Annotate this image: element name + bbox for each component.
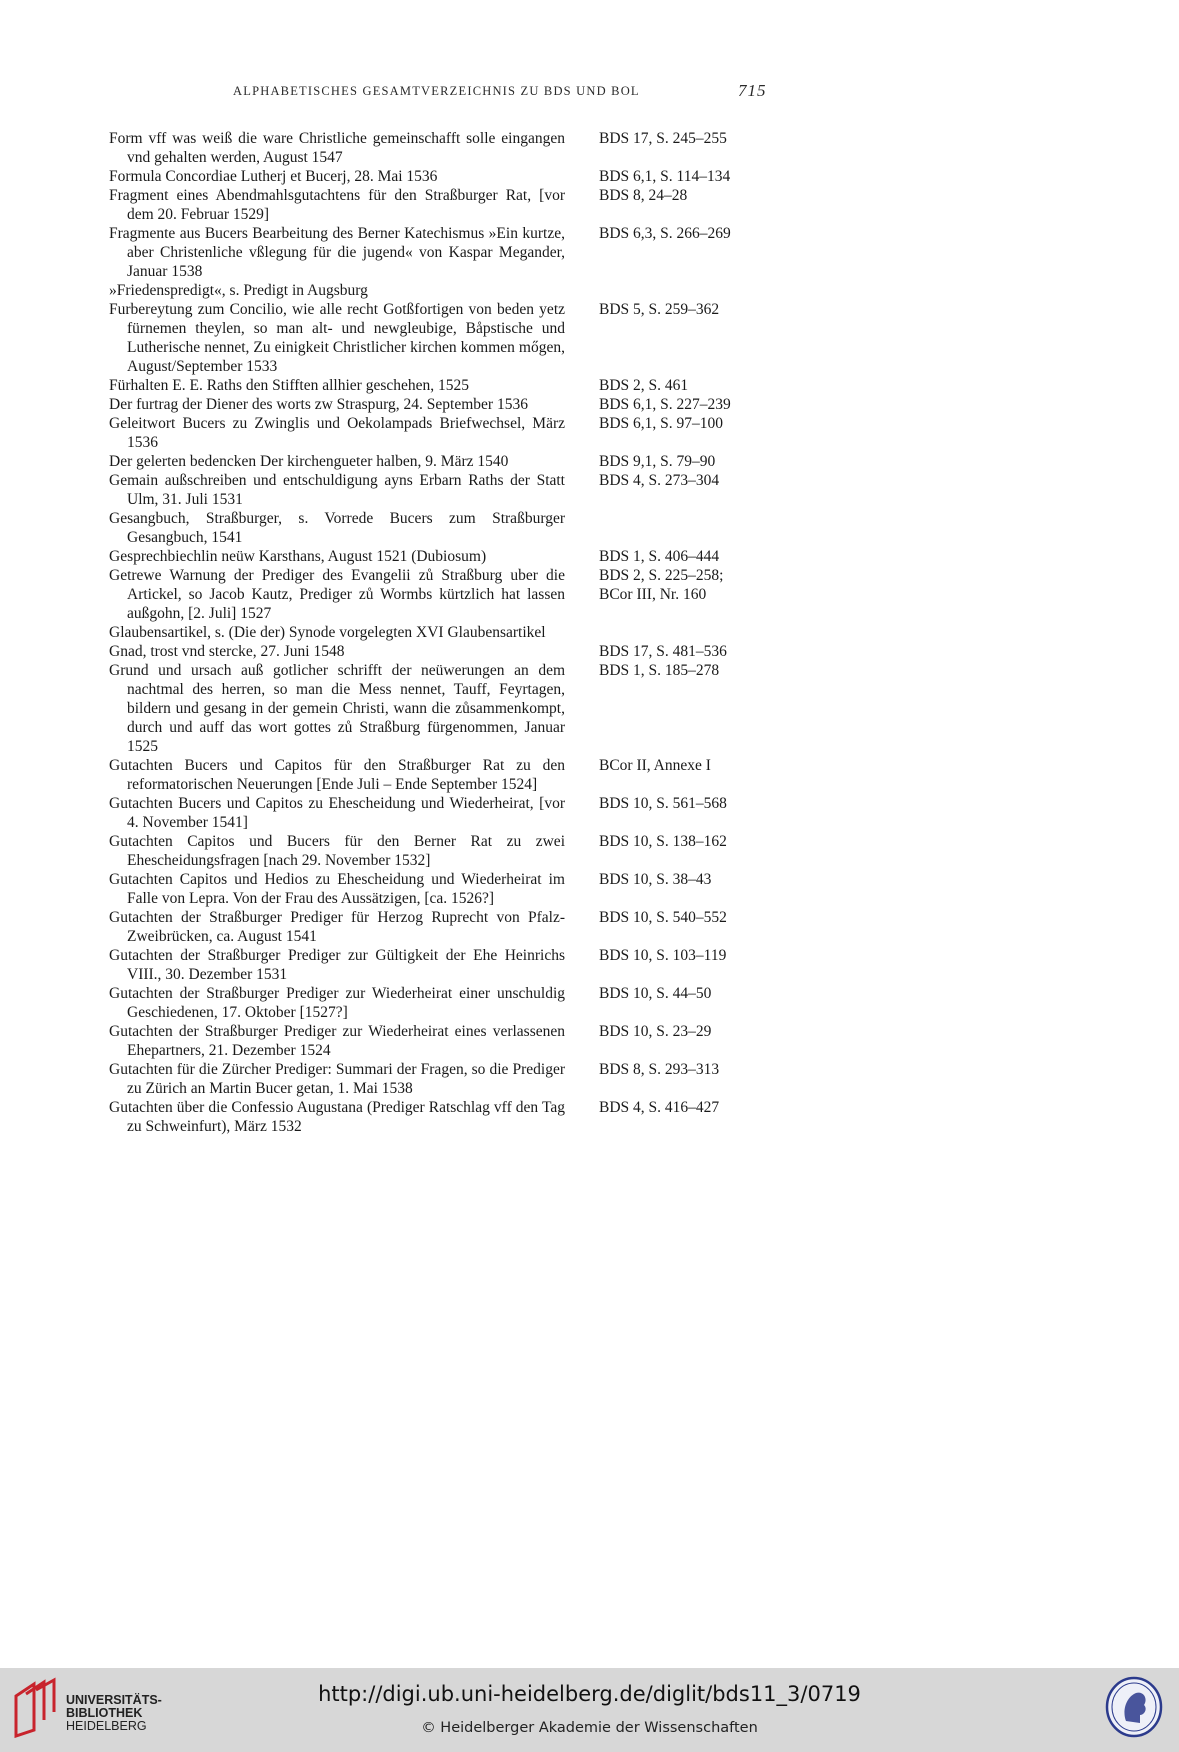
entry-reference: BDS 10, S. 103–119: [599, 947, 727, 964]
index-entry: [109, 1022, 789, 1060]
entry-reference: BDS 4, S. 273–304: [599, 472, 720, 489]
entry-title: Formula Concordiae Lutherj et Bucerj, 28. Mai 1536: [109, 168, 438, 185]
entry-reference: BDS 1, S. 406–444: [599, 548, 720, 565]
index-entry: [109, 224, 789, 281]
index-entry: [109, 376, 789, 395]
entry-reference: BDS 9,1, S. 79–90: [599, 453, 716, 470]
source-url-link[interactable]: http://digi.ub.uni-heidelberg.de/diglit/bds11_3/0719: [318, 1682, 861, 1706]
entry-reference: BDS 2, S. 225–258; BCor III, Nr. 160: [599, 567, 724, 603]
entry-title: Gutachten der Straßburger Prediger zur Wiederheirat eines verlassenen Ehepartners, 21. Dezember 1524: [109, 1023, 565, 1059]
copyright-notice: © Heidelberger Akademie der Wissenschaften: [421, 1720, 758, 1736]
entry-reference: BDS 10, S. 38–43: [599, 871, 712, 888]
entry-title: Fragment eines Abendmahlsgutachtens für den Straßburger Rat, [vor dem 20. Februar 1529]: [109, 187, 565, 223]
index-entry: [109, 452, 789, 471]
entry-title: Gesangbuch, Straßburger, s. Vorrede Bucers zum Straßburger Gesangbuch, 1541: [109, 510, 565, 546]
entry-title: Gutachten der Straßburger Prediger zur Gültigkeit der Ehe Heinrichs VIII., 30. Dezember 1531: [109, 947, 565, 983]
entry-reference: BDS 5, S. 259–362: [599, 301, 720, 318]
index-entry: [109, 414, 789, 452]
index-entry: [109, 471, 789, 509]
entry-title: Gutachten für die Zürcher Prediger: Summari der Fragen, so die Prediger zu Zürich an Martin Bucer getan, 1. Mai 1538: [109, 1061, 565, 1097]
entry-title: Gnad, trost vnd stercke, 27. Juni 1548: [109, 643, 345, 660]
entry-reference: BCor II, Annexe I: [599, 757, 711, 774]
entry-title: Der gelerten bedencken Der kirchengueter halben, 9. März 1540: [109, 453, 509, 470]
index-entry: [109, 984, 789, 1022]
entry-reference: BDS 10, S. 540–552: [599, 909, 727, 926]
index-entry: [109, 566, 789, 623]
entry-title: Getrewe Warnung der Prediger des Evangelii zů Straßburg uber die Artickel, so Jacob Kautz, Prediger zů Wormbs kürtzlich hat lassen außgohn, [2. Juli] 1527: [109, 567, 565, 622]
index-entry: [109, 129, 789, 167]
entry-title: Geleitwort Bucers zu Zwinglis und Oekolampads Briefwechsel, März 1536: [109, 415, 565, 451]
entry-title: Gesprechbiechlin neüw Karsthans, August 1521 (Dubiosum): [109, 548, 487, 565]
index-entry: [109, 870, 789, 908]
logo-line: UNIVERSITÄTS-: [66, 1693, 162, 1707]
entry-title: Furbereytung zum Concilio, wie alle recht Gotßfortigen von beden yetz fürnemen theylen, so man alt- und newgleubige, Båpstische und Lutherische nennet, Zu einigkeit Christlicher kirchen kommen mőgen, August/September 1533: [109, 301, 565, 375]
entry-reference: BDS 10, S. 23–29: [599, 1023, 712, 1040]
entry-reference: BDS 17, S. 481–536: [599, 643, 727, 660]
entry-title: Gutachten über die Confessio Augustana (Prediger Ratschlag vff den Tag zu Schweinfurt), März 1532: [109, 1099, 565, 1135]
index-entry: [109, 547, 789, 566]
entry-reference: BDS 6,1, S. 227–239: [599, 396, 731, 413]
entry-title: Gutachten Bucers und Capitos zu Ehescheidung und Wiederheirat, [vor 4. November 1541]: [109, 795, 565, 831]
index-entry: [109, 756, 789, 794]
index-entry: [109, 395, 789, 414]
entry-reference: BDS 17, S. 245–255: [599, 130, 727, 147]
entry-reference: BDS 8, S. 293–313: [599, 1061, 720, 1078]
entry-title: Gutachten Capitos und Bucers für den Berner Rat zu zwei Ehescheidungsfragen [nach 29. November 1532]: [109, 833, 565, 869]
academy-seal-icon: [1104, 1675, 1164, 1739]
entry-reference: BDS 2, S. 461: [599, 377, 689, 394]
page-header: [0, 81, 1179, 108]
index-entry: [109, 300, 789, 376]
entry-title: Fürhalten E. E. Raths den Stifften allhier geschehen, 1525: [109, 377, 470, 394]
index-entry: [109, 509, 789, 547]
entry-title: Gutachten der Straßburger Prediger zur Wiederheirat einer unschuldig Geschiedenen, 17. Oktober [1527?]: [109, 985, 565, 1021]
index-entry: [109, 946, 789, 984]
entry-title: Gutachten Bucers und Capitos für den Straßburger Rat zu den reformatorischen Neuerungen [Ende Juli – Ende September 1524]: [109, 757, 565, 793]
entry-reference: BDS 10, S. 138–162: [599, 833, 727, 850]
index-entry: [109, 1060, 789, 1098]
entry-title: Glaubensartikel, s. (Die der) Synode vorgelegten XVI Glaubensartikel: [109, 624, 546, 641]
index-entries: [109, 129, 789, 1136]
running-title: ALPHABETISCHES GESAMTVERZEICHNIS ZU BDS UND BOL: [233, 84, 640, 98]
index-entry: [109, 186, 789, 224]
entry-title: Fragmente aus Bucers Bearbeitung des Berner Katechismus »Ein kurtze, aber Christenliche vßlegung für die jugend« von Kaspar Megander, Januar 1538: [109, 225, 565, 280]
logo-line: HEIDELBERG: [66, 1719, 147, 1733]
page-number: 715: [738, 81, 767, 100]
index-entry: [109, 642, 789, 661]
index-entry: [109, 167, 789, 186]
entry-reference: BDS 8, 24–28: [599, 187, 688, 204]
index-entry: [109, 661, 789, 756]
entry-title: Grund und ursach auß gotlicher schrifft der neüwerungen an dem nachtmal des herren, so man die Mess nennet, Tauff, Feyrtagen, bildern und gesang in der gemein Christi, wann die zůsammenkompt, durch und auff das wort gottes zů Straßburg fürgenommen, Januar 1525: [109, 662, 565, 755]
logo-line: BIBLIOTHEK: [66, 1706, 143, 1720]
entry-title: Gemain außschreiben und entschuldigung ayns Erbarn Raths der Statt Ulm, 31. Juli 1531: [109, 472, 565, 508]
entry-reference: BDS 1, S. 185–278: [599, 662, 720, 679]
entry-title: Gutachten Capitos und Hedios zu Ehescheidung und Wiederheirat im Falle von Lepra. Von der Frau des Aussätzigen, [ca. 1526?]: [109, 871, 565, 907]
index-entry: [109, 281, 789, 300]
footer-bar: [0, 1668, 1179, 1752]
entry-title: »Friedenspredigt«, s. Predigt in Augsburg: [109, 282, 368, 299]
entry-reference: BDS 6,3, S. 266–269: [599, 225, 731, 242]
index-entry: [109, 1098, 789, 1136]
entry-reference: BDS 10, S. 561–568: [599, 795, 727, 812]
entry-title: Gutachten der Straßburger Prediger für Herzog Ruprecht von Pfalz-Zweibrücken, ca. August 1541: [109, 909, 565, 945]
entry-reference: BDS 6,1, S. 97–100: [599, 415, 724, 432]
entry-reference: BDS 10, S. 44–50: [599, 985, 712, 1002]
entry-title: Der furtrag der Diener des worts zw Straspurg, 24. September 1536: [109, 396, 528, 413]
index-entry: [109, 794, 789, 832]
entry-reference: BDS 4, S. 416–427: [599, 1099, 720, 1116]
index-entry: [109, 832, 789, 870]
entry-title: Form vff was weiß die ware Christliche gemeinschafft solle eingangen vnd gehalten werden, August 1547: [109, 130, 565, 166]
entry-reference: BDS 6,1, S. 114–134: [599, 168, 731, 185]
index-entry: [109, 908, 789, 946]
index-entry: [109, 623, 789, 642]
